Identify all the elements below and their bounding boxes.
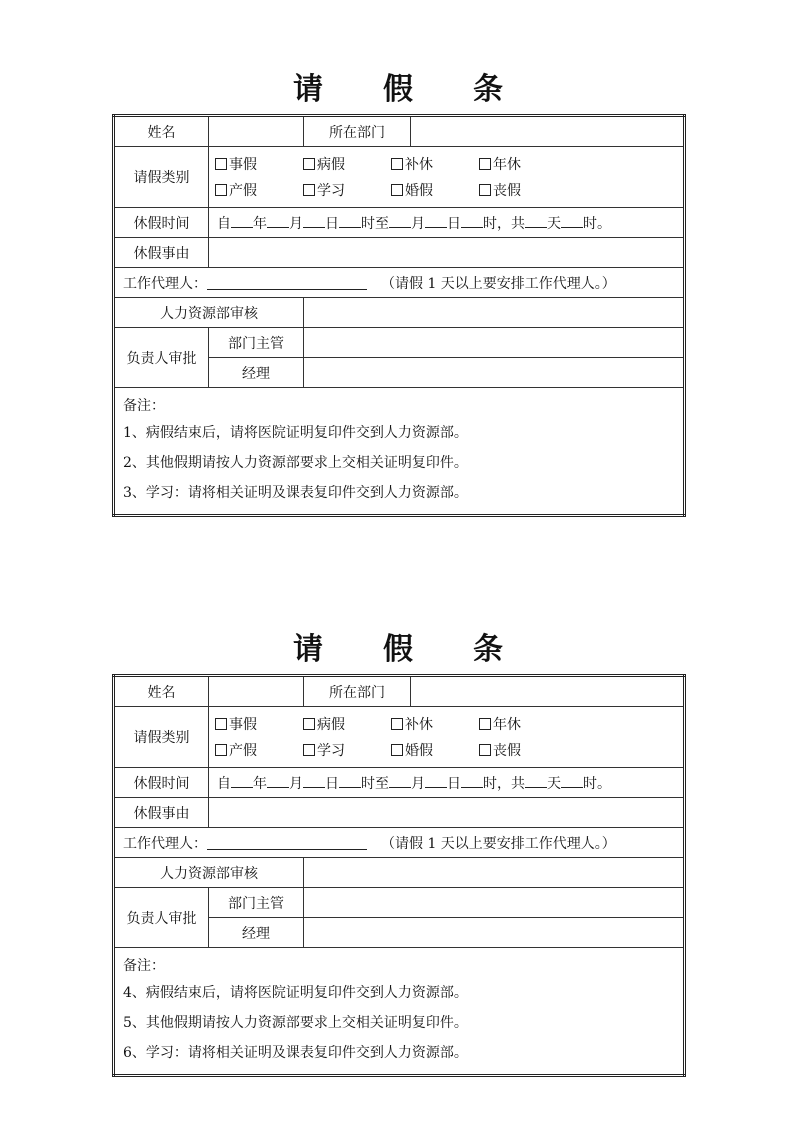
manager-label: 经理 [209,358,304,388]
option-maternity-leave[interactable]: 产假 [215,180,303,200]
leave-type-options [209,707,685,768]
note-item: 4、病假结束后，请将医院证明复印件交到人力资源部。 [123,985,468,1001]
note-item: 5、其他假期请按人力资源部要求上交相关证明复印件。 [123,1015,468,1031]
leave-type-label: 请假类别 [114,707,209,768]
checkbox-icon[interactable] [391,718,403,730]
name-label: 姓名 [114,676,209,707]
dept-field[interactable] [411,116,685,147]
hr-review-label: 人力资源部审核 [114,298,304,328]
leave-reason-field[interactable] [209,798,685,828]
option-study-leave[interactable]: 学习 [303,740,391,760]
checkbox-icon[interactable] [215,184,227,196]
approval-label: 负责人审批 [114,328,209,388]
option-marriage-leave[interactable]: 婚假 [391,180,479,200]
checkbox-icon[interactable] [303,184,315,196]
dept-field[interactable] [411,676,685,707]
hr-review-field[interactable] [304,858,685,888]
checkbox-icon[interactable] [479,158,491,170]
notes-section [114,948,685,1076]
note-item: 1、病假结束后，请将医院证明复印件交到人力资源部。 [123,425,468,441]
name-field[interactable] [209,116,304,147]
dept-label: 所在部门 [304,116,411,147]
name-label: 姓名 [114,116,209,147]
checkbox-icon[interactable] [479,718,491,730]
checkbox-icon[interactable] [303,158,315,170]
name-field[interactable] [209,676,304,707]
notes-title: 备注： [123,398,165,414]
checkbox-icon[interactable] [215,158,227,170]
option-maternity-leave[interactable]: 产假 [215,740,303,760]
work-agent-row[interactable]: 工作代理人： （请假 1 天以上要安排工作代理人。） [114,828,685,858]
checkbox-icon[interactable] [215,718,227,730]
leave-reason-field[interactable] [209,238,685,268]
leave-time-label: 休假时间 [114,768,209,798]
option-funeral-leave[interactable]: 丧假 [479,180,567,200]
checkbox-icon[interactable] [391,744,403,756]
option-comp-leave[interactable]: 补休 [391,154,479,174]
dept-head-field[interactable] [304,888,685,918]
leave-table [112,674,686,1077]
agent-input-line[interactable] [207,275,367,290]
dept-head-label: 部门主管 [209,328,304,358]
form-title: 请 假 条 [293,632,505,667]
manager-label: 经理 [209,918,304,948]
leave-time-label: 休假时间 [114,208,209,238]
option-annual-leave[interactable]: 年休 [479,154,567,174]
leave-form-2 [112,618,686,1077]
approval-label: 负责人审批 [114,888,209,948]
agent-input-line[interactable] [207,835,367,850]
form-title: 请 假 条 [293,72,505,107]
leave-table [112,114,686,517]
checkbox-icon[interactable] [391,184,403,196]
dept-head-field[interactable] [304,328,685,358]
option-marriage-leave[interactable]: 婚假 [391,740,479,760]
notes-section [114,388,685,516]
option-personal-leave[interactable]: 事假 [215,154,303,174]
manager-field[interactable] [304,358,685,388]
option-comp-leave[interactable]: 补休 [391,714,479,734]
leave-time-field[interactable]: 自 年 月 日 时至 月 日 时，共 天 时。 [209,768,685,798]
dept-label: 所在部门 [304,676,411,707]
option-sick-leave[interactable]: 病假 [303,714,391,734]
dept-head-label: 部门主管 [209,888,304,918]
checkbox-icon[interactable] [391,158,403,170]
hr-review-label: 人力资源部审核 [114,858,304,888]
note-item: 2、其他假期请按人力资源部要求上交相关证明复印件。 [123,455,468,471]
notes-title: 备注： [123,958,165,974]
option-personal-leave[interactable]: 事假 [215,714,303,734]
agent-note: （请假 1 天以上要安排工作代理人。） [381,275,616,292]
note-item: 3、学习：请将相关证明及课表复印件交到人力资源部。 [123,485,468,501]
leave-type-label: 请假类别 [114,147,209,208]
leave-reason-label: 休假事由 [114,798,209,828]
hr-review-field[interactable] [304,298,685,328]
checkbox-icon[interactable] [303,718,315,730]
leave-form-1 [112,58,686,517]
checkbox-icon[interactable] [479,744,491,756]
work-agent-row[interactable]: 工作代理人： （请假 1 天以上要安排工作代理人。） [114,268,685,298]
note-item: 6、学习：请将相关证明及课表复印件交到人力资源部。 [123,1045,468,1061]
leave-type-options [209,147,685,208]
leave-time-field[interactable]: 自 年 月 日 时至 月 日 时，共 天 时。 [209,208,685,238]
manager-field[interactable] [304,918,685,948]
option-study-leave[interactable]: 学习 [303,180,391,200]
option-funeral-leave[interactable]: 丧假 [479,740,567,760]
option-sick-leave[interactable]: 病假 [303,154,391,174]
checkbox-icon[interactable] [303,744,315,756]
leave-reason-label: 休假事由 [114,238,209,268]
option-annual-leave[interactable]: 年休 [479,714,567,734]
checkbox-icon[interactable] [479,184,491,196]
agent-note: （请假 1 天以上要安排工作代理人。） [381,835,616,852]
checkbox-icon[interactable] [215,744,227,756]
